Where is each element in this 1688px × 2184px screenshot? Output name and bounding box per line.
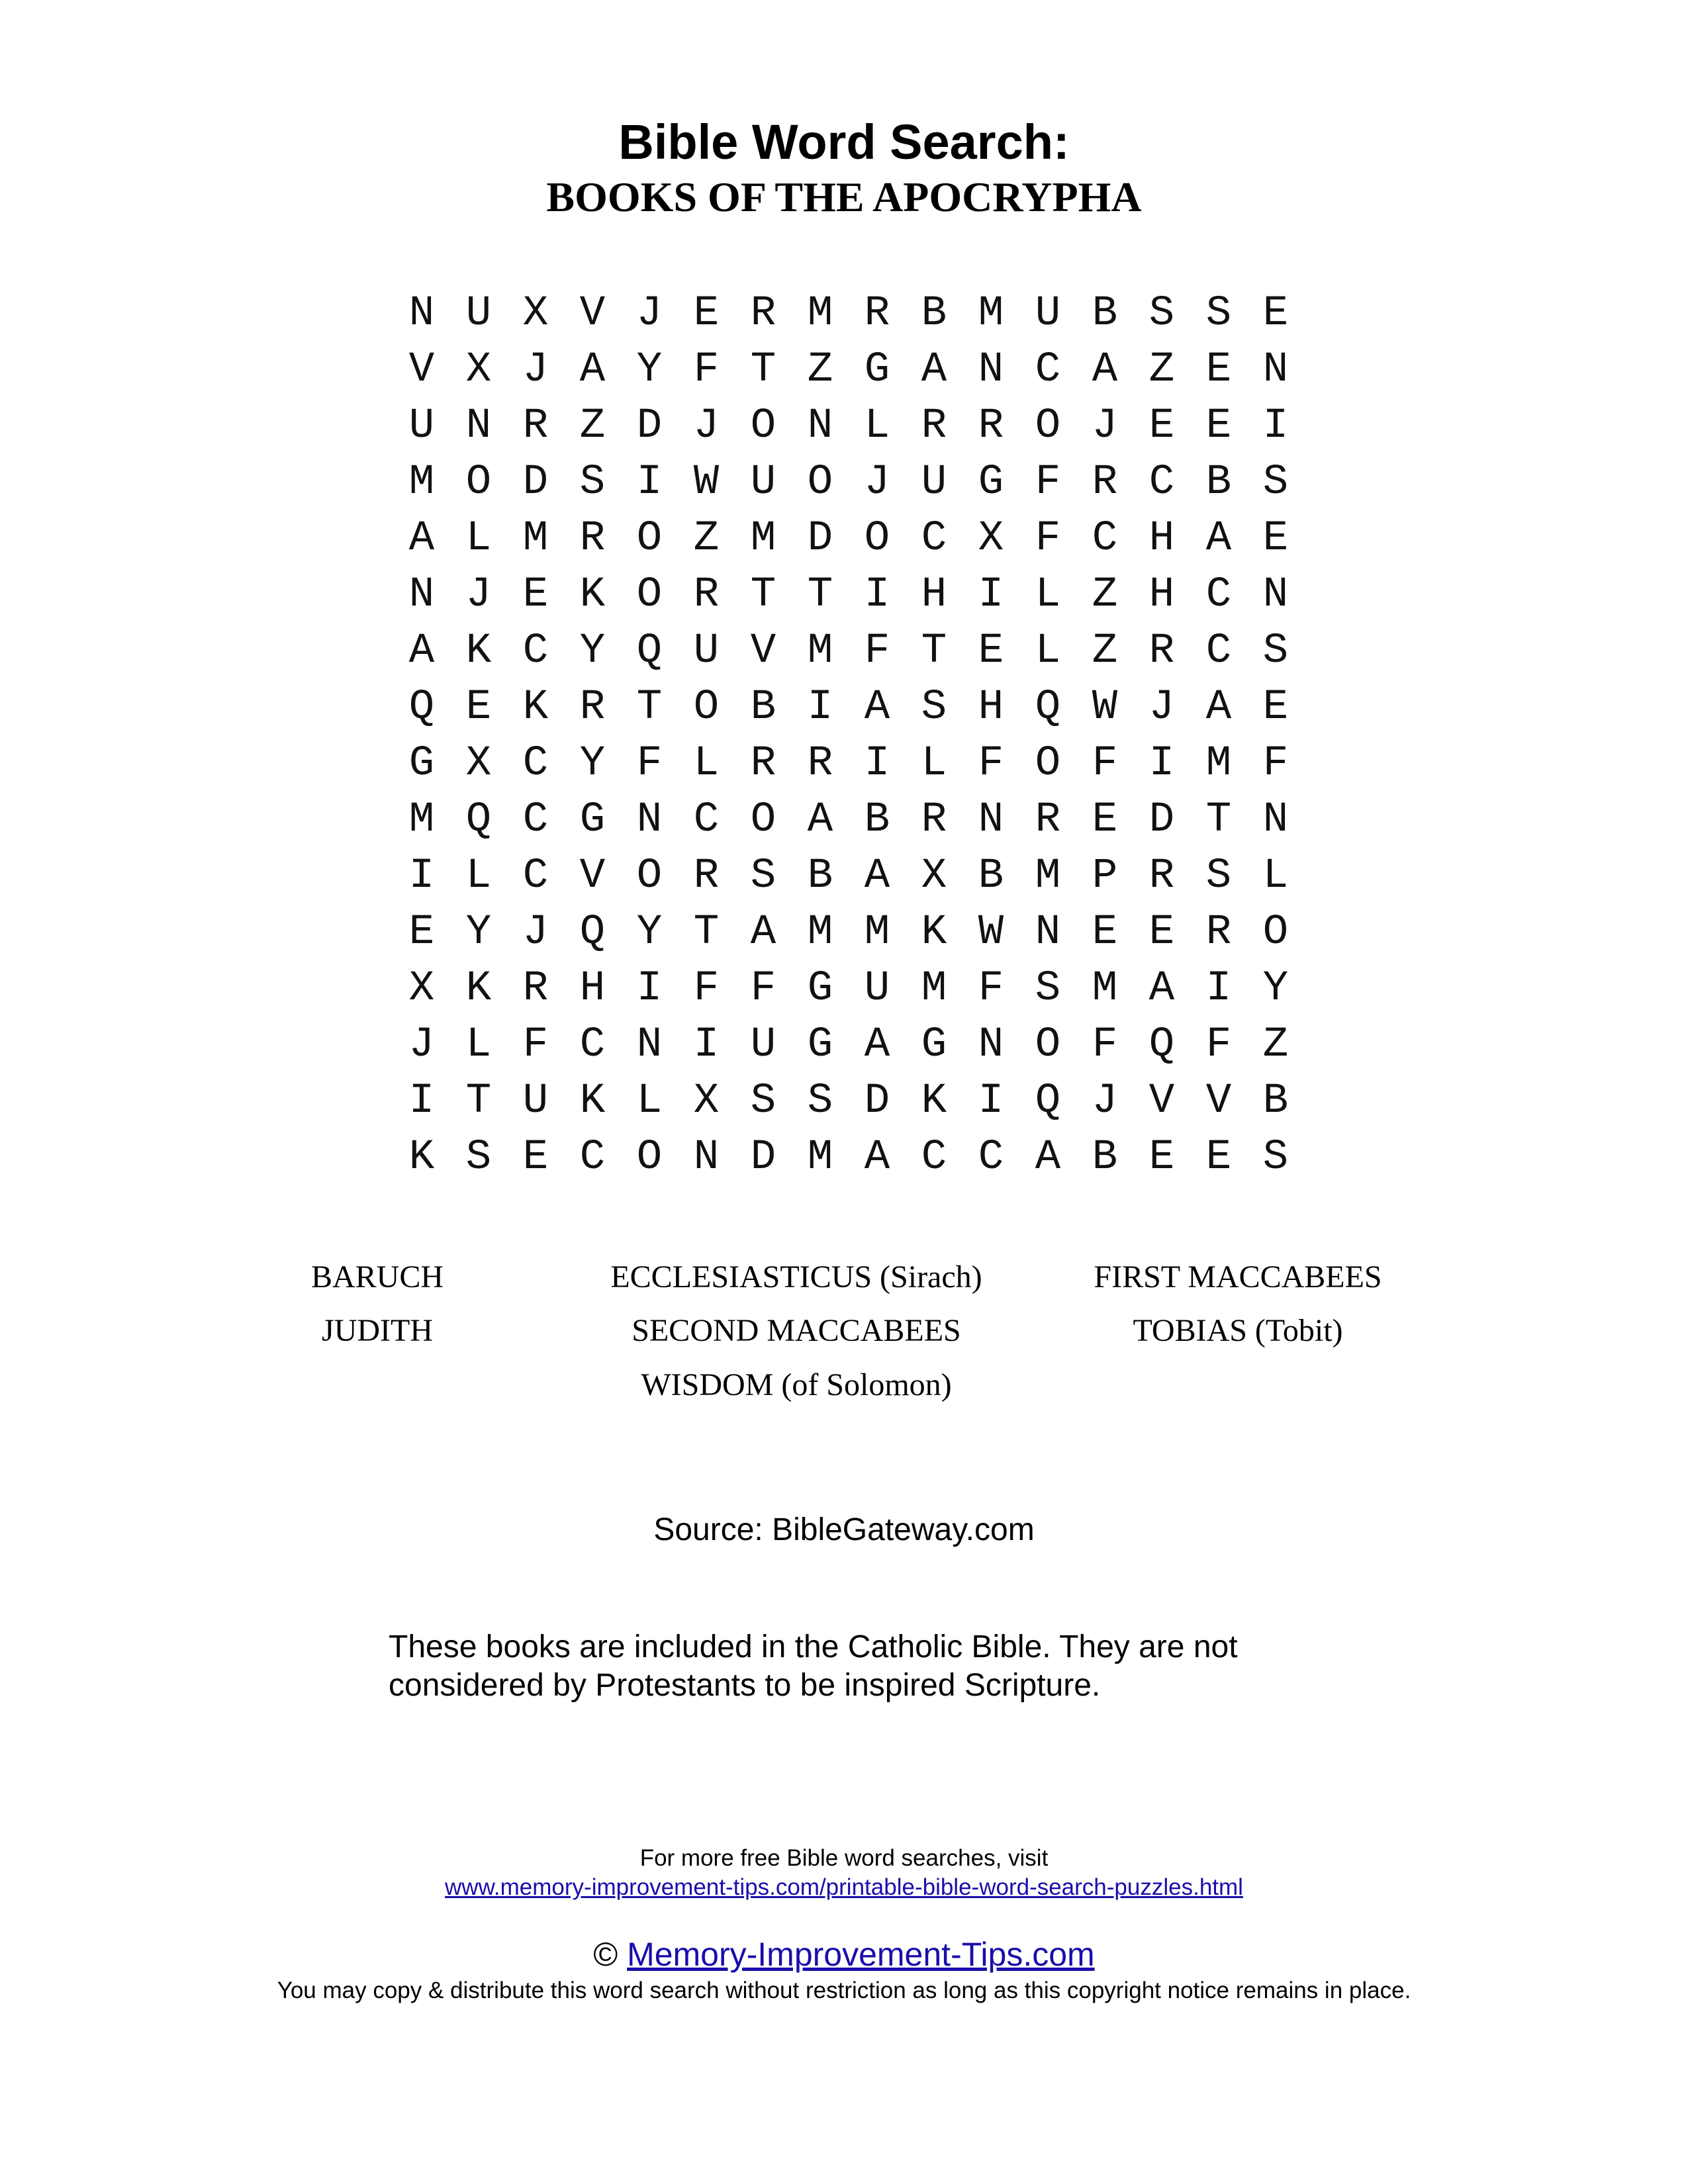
grid-letter: X (978, 515, 1004, 563)
grid-letter: B (921, 290, 947, 338)
letter-grid (393, 286, 1304, 1186)
grid-letter: L (1035, 627, 1061, 675)
grid-letter: R (579, 515, 606, 563)
grid-letter: T (921, 627, 947, 675)
grid-letter: M (750, 515, 776, 563)
grid-letter: X (465, 346, 492, 394)
grid-letter: F (693, 346, 720, 394)
grid-letter: Q (636, 627, 663, 675)
grid-letter: S (1205, 290, 1232, 338)
grid-letter: E (1205, 1134, 1232, 1181)
grid-letter: W (978, 909, 1004, 956)
grid-letter: K (465, 965, 492, 1013)
grid-letter: H (921, 571, 947, 619)
grid-letter: U (408, 402, 435, 450)
word-item: FIRST MACCABEES (1094, 1259, 1382, 1295)
grid-letter: C (1149, 459, 1175, 506)
grid-letter: A (921, 346, 947, 394)
grid-letter: N (1262, 796, 1289, 844)
more-puzzles-line (0, 1873, 1688, 1902)
grid-letter: X (693, 1077, 720, 1125)
grid-letter: C (978, 1134, 1004, 1181)
grid-letter: R (750, 290, 776, 338)
grid-letter: M (522, 515, 549, 563)
grid-letter: X (921, 852, 947, 900)
grid-letter: D (750, 1134, 776, 1181)
grid-letter: A (408, 627, 435, 675)
word-item: ECCLESIASTICUS (Sirach) (610, 1259, 982, 1295)
grid-letter: G (921, 1021, 947, 1069)
grid-letter: O (750, 796, 776, 844)
grid-letter: O (636, 852, 663, 900)
grid-letter: N (693, 1134, 720, 1181)
grid-letter: Z (579, 402, 606, 450)
grid-letter: N (978, 1021, 1004, 1069)
grid-letter: K (579, 1077, 606, 1125)
grid-letter: R (978, 402, 1004, 450)
grid-letter: L (1035, 571, 1061, 619)
grid-letter: L (693, 740, 720, 788)
grid-letter: G (408, 740, 435, 788)
grid-letter: V (1205, 1077, 1232, 1125)
grid-letter: J (864, 459, 890, 506)
grid-letter: N (1035, 909, 1061, 956)
grid-letter: C (522, 740, 549, 788)
grid-letter: R (807, 740, 833, 788)
copyright-symbol: © (593, 1936, 618, 1973)
grid-letter: J (408, 1021, 435, 1069)
grid-letter: N (978, 796, 1004, 844)
grid-letter: R (921, 796, 947, 844)
grid-letter: M (1205, 740, 1232, 788)
grid-letter: S (750, 1077, 776, 1125)
grid-letter: J (636, 290, 663, 338)
grid-letter: A (750, 909, 776, 956)
grid-letter: I (408, 1077, 435, 1125)
grid-letter: G (807, 1021, 833, 1069)
grid-letter: T (750, 571, 776, 619)
grid-letter: Q (465, 796, 492, 844)
grid-letter: A (864, 1134, 890, 1181)
grid-letter: A (864, 1021, 890, 1069)
grid-letter: Y (465, 909, 492, 956)
grid-letter: V (750, 627, 776, 675)
grid-letter: B (1262, 1077, 1289, 1125)
grid-letter: X (408, 965, 435, 1013)
grid-letter: K (921, 1077, 947, 1125)
grid-letter: R (1149, 852, 1175, 900)
grid-letter: I (978, 1077, 1004, 1125)
grid-letter: Z (1092, 571, 1118, 619)
grid-letter: C (522, 852, 549, 900)
word-item: BARUCH (310, 1259, 444, 1295)
grid-letter: O (636, 515, 663, 563)
grid-letter: E (693, 290, 720, 338)
grid-letter: R (579, 684, 606, 731)
grid-letter: R (522, 965, 549, 1013)
grid-letter: O (807, 459, 833, 506)
grid-letter: F (978, 740, 1004, 788)
grid-letter: Y (1262, 965, 1289, 1013)
source-line: Source: BibleGateway.com (653, 1512, 1035, 1547)
grid-letter: B (807, 852, 833, 900)
grid-letter: H (1149, 571, 1175, 619)
grid-letter: Y (579, 627, 606, 675)
grid-letter: O (693, 684, 720, 731)
grid-letter: L (864, 402, 890, 450)
grid-letter: C (1035, 346, 1061, 394)
grid-letter: I (636, 965, 663, 1013)
grid-letter: U (693, 627, 720, 675)
grid-letter: L (465, 852, 492, 900)
grid-letter: D (1149, 796, 1175, 844)
grid-letter: S (1035, 965, 1061, 1013)
grid-letter: N (408, 571, 435, 619)
grid-letter: Z (1149, 346, 1175, 394)
grid-letter: R (693, 852, 720, 900)
grid-letter: D (522, 459, 549, 506)
grid-letter: F (1092, 740, 1118, 788)
grid-letter: E (1092, 796, 1118, 844)
grid-letter: J (1092, 1077, 1118, 1125)
grid-letter: I (1205, 965, 1232, 1013)
grid-letter: S (921, 684, 947, 731)
grid-letter: T (1205, 796, 1232, 844)
grid-letter: W (1092, 684, 1118, 731)
grid-letter: N (807, 402, 833, 450)
grid-letter: Q (1149, 1021, 1175, 1069)
grid-letter: O (1035, 402, 1061, 450)
grid-letter: N (636, 796, 663, 844)
grid-letter: A (1149, 965, 1175, 1013)
grid-letter: O (1035, 1021, 1061, 1069)
grid-letter: E (522, 571, 549, 619)
grid-letter: J (693, 402, 720, 450)
grid-letter: O (636, 571, 663, 619)
grid-letter: F (750, 965, 776, 1013)
grid-letter: S (807, 1077, 833, 1125)
grid-letter: U (921, 459, 947, 506)
grid-letter: C (579, 1021, 606, 1069)
grid-letter: V (579, 852, 606, 900)
grid-letter: N (636, 1021, 663, 1069)
grid-letter: N (1262, 346, 1289, 394)
word-item: JUDITH (322, 1313, 433, 1348)
grid-letter: E (1092, 909, 1118, 956)
grid-letter: F (636, 740, 663, 788)
copyright-line (0, 1934, 1688, 1975)
grid-letter: S (1262, 627, 1289, 675)
grid-letter: R (522, 402, 549, 450)
grid-letter: K (408, 1134, 435, 1181)
grid-letter: S (1149, 290, 1175, 338)
grid-letter: A (807, 796, 833, 844)
grid-letter: V (579, 290, 606, 338)
grid-letter: R (693, 571, 720, 619)
grid-letter: G (978, 459, 1004, 506)
grid-letter: R (1205, 909, 1232, 956)
grid-letter: Q (1035, 1077, 1061, 1125)
grid-letter: F (1035, 459, 1061, 506)
note-paragraph (389, 1628, 1382, 1705)
grid-letter: F (978, 965, 1004, 1013)
grid-letter: S (579, 459, 606, 506)
grid-letter: J (522, 909, 549, 956)
grid-letter: I (1149, 740, 1175, 788)
grid-letter: B (1205, 459, 1232, 506)
grid-letter: D (807, 515, 833, 563)
grid-letter: Q (579, 909, 606, 956)
grid-letter: E (408, 909, 435, 956)
grid-letter: L (921, 740, 947, 788)
grid-letter: U (465, 290, 492, 338)
grid-letter: E (1149, 402, 1175, 450)
grid-letter: I (807, 684, 833, 731)
grid-letter: K (921, 909, 947, 956)
grid-letter: F (522, 1021, 549, 1069)
grid-letter: M (408, 796, 435, 844)
grid-letter: C (693, 796, 720, 844)
grid-letter: N (978, 346, 1004, 394)
grid-letter: F (693, 965, 720, 1013)
grid-letter: O (1262, 909, 1289, 956)
grid-letter: N (408, 290, 435, 338)
grid-letter: Z (1092, 627, 1118, 675)
grid-letter: I (636, 459, 663, 506)
grid-letter: A (1205, 515, 1232, 563)
license-text: You may copy & distribute this word search without restriction as long as this copyright notice remains in place. (277, 1978, 1411, 2003)
grid-letter: M (807, 627, 833, 675)
grid-letter: D (636, 402, 663, 450)
grid-letter: R (1092, 459, 1118, 506)
grid-letter: A (864, 684, 890, 731)
grid-letter: B (1092, 1134, 1118, 1181)
grid-letter: C (1092, 515, 1118, 563)
grid-letter: A (1035, 1134, 1061, 1181)
grid-letter: F (1262, 740, 1289, 788)
grid-letter: J (522, 346, 549, 394)
grid-letter: O (1035, 740, 1061, 788)
grid-letter: J (465, 571, 492, 619)
more-puzzles-link[interactable]: www.memory-improvement-tips.com/printable-bible-word-search-puzzles.html (445, 1874, 1243, 1900)
grid-letter: C (1205, 627, 1232, 675)
grid-letter: F (1035, 515, 1061, 563)
grid-letter: E (1262, 515, 1289, 563)
puzzle-subtitle: BOOKS OF THE APOCRYPHA (546, 173, 1142, 220)
grid-letter: M (978, 290, 1004, 338)
note-line: These books are included in the Catholic Bible. They are not (389, 1629, 1238, 1664)
grid-letter: T (636, 684, 663, 731)
grid-letter: T (693, 909, 720, 956)
grid-letter: M (807, 909, 833, 956)
grid-letter: S (750, 852, 776, 900)
grid-letter: R (1035, 796, 1061, 844)
grid-letter: I (864, 740, 890, 788)
grid-letter: K (465, 627, 492, 675)
grid-letter: O (636, 1134, 663, 1181)
grid-letter: R (750, 740, 776, 788)
grid-letter: O (750, 402, 776, 450)
grid-letter: A (408, 515, 435, 563)
grid-letter: R (1149, 627, 1175, 675)
grid-letter: Y (579, 740, 606, 788)
grid-letter: E (1149, 1134, 1175, 1181)
grid-letter: U (522, 1077, 549, 1125)
grid-letter: A (1205, 684, 1232, 731)
grid-letter: H (978, 684, 1004, 731)
grid-letter: U (750, 1021, 776, 1069)
grid-letter: C (1205, 571, 1232, 619)
grid-letter: A (1092, 346, 1118, 394)
grid-letter: L (465, 515, 492, 563)
grid-letter: Z (1262, 1021, 1289, 1069)
grid-letter: N (465, 402, 492, 450)
grid-letter: S (1262, 1134, 1289, 1181)
grid-letter: E (1205, 402, 1232, 450)
grid-letter: U (750, 459, 776, 506)
grid-letter: Q (1035, 684, 1061, 731)
word-item: TOBIAS (Tobit) (1133, 1313, 1343, 1348)
grid-letter: T (465, 1077, 492, 1125)
grid-letter: T (807, 571, 833, 619)
grid-letter: M (408, 459, 435, 506)
grid-letter: N (1262, 571, 1289, 619)
grid-letter: L (1262, 852, 1289, 900)
grid-letter: E (1149, 909, 1175, 956)
grid-letter: I (408, 852, 435, 900)
grid-letter: U (1035, 290, 1061, 338)
copyright-link[interactable]: Memory-Improvement-Tips.com (627, 1936, 1095, 1973)
page-title: Bible Word Search: (618, 114, 1070, 169)
grid-letter: F (864, 627, 890, 675)
grid-letter: E (522, 1134, 549, 1181)
word-item: WISDOM (of Solomon) (641, 1367, 952, 1402)
grid-letter: C (921, 1134, 947, 1181)
grid-letter: V (1149, 1077, 1175, 1125)
grid-letter: G (864, 346, 890, 394)
grid-letter: E (1262, 290, 1289, 338)
grid-letter: K (579, 571, 606, 619)
grid-letter: S (465, 1134, 492, 1181)
grid-letter: I (864, 571, 890, 619)
grid-letter: I (978, 571, 1004, 619)
grid-letter: B (1092, 290, 1118, 338)
grid-letter: R (921, 402, 947, 450)
grid-letter: O (465, 459, 492, 506)
grid-letter: E (1262, 684, 1289, 731)
grid-letter: T (750, 346, 776, 394)
grid-letter: X (465, 740, 492, 788)
grid-letter: X (522, 290, 549, 338)
more-puzzles-text: For more free Bible word searches, visit (639, 1845, 1049, 1871)
grid-letter: Z (693, 515, 720, 563)
grid-letter: L (636, 1077, 663, 1125)
grid-letter: M (921, 965, 947, 1013)
grid-letter: Q (408, 684, 435, 731)
grid-letter: B (864, 796, 890, 844)
grid-letter: V (408, 346, 435, 394)
grid-letter: R (864, 290, 890, 338)
grid-letter: E (465, 684, 492, 731)
grid-letter: M (807, 290, 833, 338)
grid-letter: Z (807, 346, 833, 394)
grid-letter: F (1205, 1021, 1232, 1069)
grid-letter: I (693, 1021, 720, 1069)
grid-letter: M (807, 1134, 833, 1181)
grid-letter: G (579, 796, 606, 844)
grid-letter: E (978, 627, 1004, 675)
grid-letter: U (864, 965, 890, 1013)
grid-letter: J (1092, 402, 1118, 450)
grid-letter: C (921, 515, 947, 563)
grid-letter: J (1149, 684, 1175, 731)
grid-letter: S (1205, 852, 1232, 900)
grid-letter: L (465, 1021, 492, 1069)
grid-letter: K (522, 684, 549, 731)
grid-letter: D (864, 1077, 890, 1125)
grid-letter: I (1262, 402, 1289, 450)
grid-letter: W (693, 459, 720, 506)
grid-letter: B (978, 852, 1004, 900)
grid-letter: S (1262, 459, 1289, 506)
grid-letter: M (864, 909, 890, 956)
grid-letter: M (1035, 852, 1061, 900)
grid-letter: Y (636, 346, 663, 394)
grid-letter: Y (636, 909, 663, 956)
grid-letter: P (1092, 852, 1118, 900)
grid-letter: E (1205, 346, 1232, 394)
grid-letter: F (1092, 1021, 1118, 1069)
grid-letter: M (1092, 965, 1118, 1013)
grid-letter: B (750, 684, 776, 731)
grid-letter: H (1149, 515, 1175, 563)
grid-letter: C (579, 1134, 606, 1181)
grid-letter: A (864, 852, 890, 900)
grid-letter: C (522, 627, 549, 675)
word-item: SECOND MACCABEES (632, 1313, 961, 1348)
grid-letter: C (522, 796, 549, 844)
grid-letter: H (579, 965, 606, 1013)
grid-letter: A (579, 346, 606, 394)
note-line: considered by Protestants to be inspired Scripture. (389, 1668, 1101, 1703)
grid-letter: G (807, 965, 833, 1013)
grid-letter: O (864, 515, 890, 563)
